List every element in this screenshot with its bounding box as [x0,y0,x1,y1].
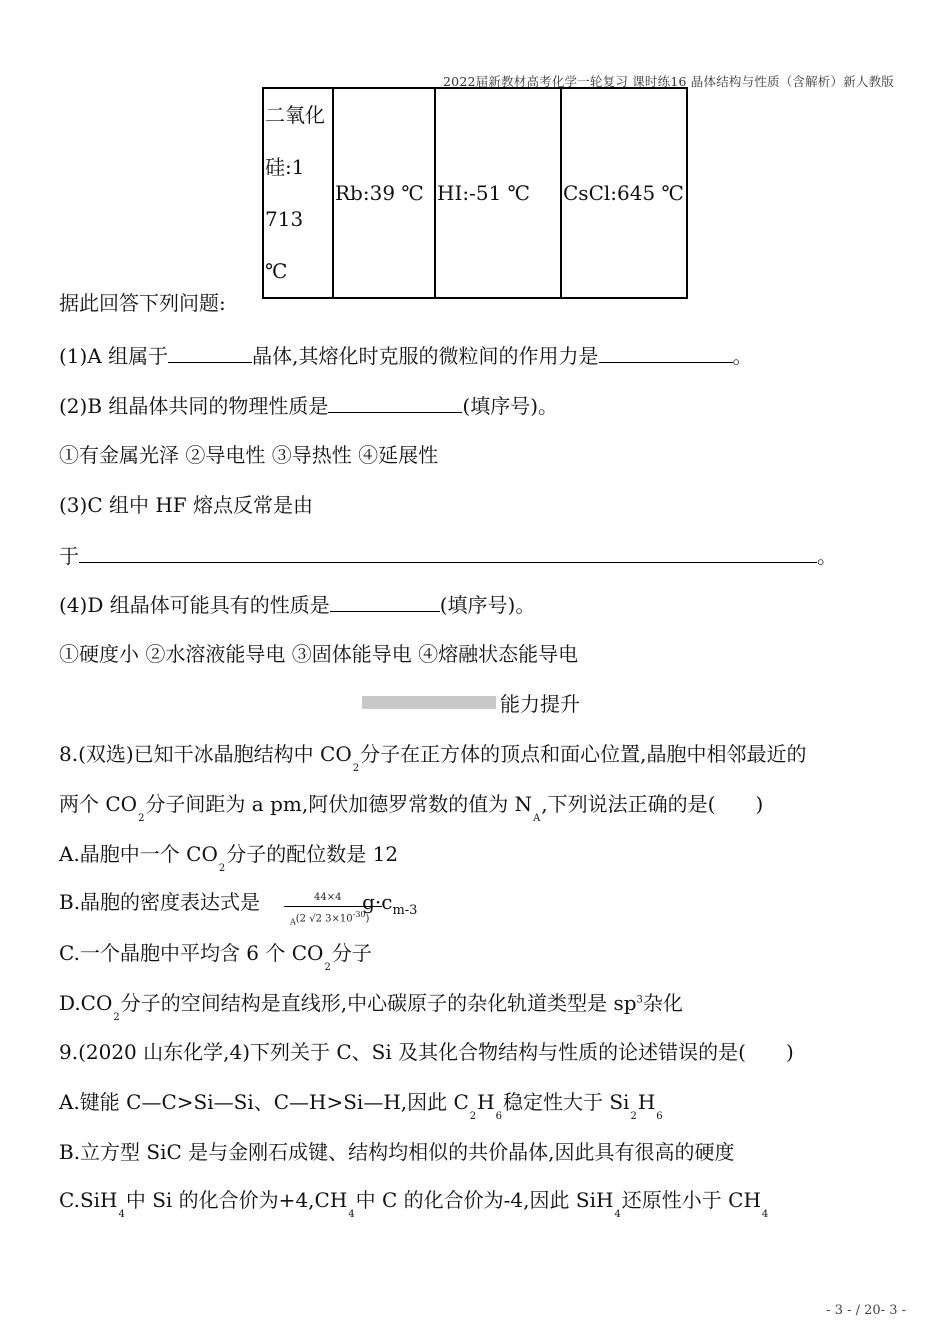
answer-blank[interactable] [330,589,440,612]
answer-blank[interactable] [168,340,252,363]
document-header: 2022届新教材高考化学一轮复习 课时练16 晶体结构与性质（含解析）新人教版 [443,74,894,89]
question-8-cont: 两个 $CO_2$分子间距为 a pm,阿伏加德罗常数的值为 $N_A$,下列说法正确的是( ) [59,792,764,824]
question-2: (2)B 组晶体共同的物理性质是 (填序号)。 [59,390,558,419]
question-3: (3)C 组中 HF 熔点反常是由 [59,493,314,517]
question-3-cont: 于 。 [59,540,837,569]
question-9: 9.(2020 山东化学,4)下列关于 C、Si 及其化合物结构与性质的论述错误的是( ) [59,1040,794,1064]
table-cell-silica: 二氧化 硅:1 713 ℃ [263,88,333,298]
option-8d: $D.CO_2$分子的空间结构是直线形,中心碳原子的杂化轨道类型是 $sp^3$杂化 [59,991,683,1023]
option-9c: C.SiH$_4$中 Si 的化合价为$+4,CH_4$中 C 的化合价为-4,因此 SiH$_4$还原性小于 $CH_4$ [59,1188,769,1220]
question-8: 8.(双选)已知干冰晶胞结构中 $CO_2$分子在正方体的顶点和面心位置,晶胞中相邻最近的 [59,742,807,774]
question-4-options: ①硬度小 ②水溶液能导电 ③固体能导电 ④熔融状态能导电 [59,642,579,666]
table-cell-rb: Rb:39 ℃ [333,88,435,298]
answer-blank[interactable] [328,390,462,413]
density-numerator: 44×4 [314,892,342,903]
option-8a: A.晶胞中一个 $CO_2$分子的配位数是 12 [59,842,399,874]
option-9b: B.立方型 SiC 是与金刚石成键、结构均相似的共价晶体,因此具有很高的硬度 [59,1140,735,1164]
melting-point-table [262,87,688,299]
question-4: (4)D 组晶体可能具有的性质是 (填序号)。 [59,589,535,618]
density-denominator: $_A$(2 √2 $3\times 10^{-30}$) [290,910,370,927]
section-title: 能力提升 [500,692,580,716]
fraction-line [284,906,382,907]
question-1: (1)A 组属于 晶体,其熔化时克服的微粒间的作用力是 。 [59,340,753,369]
question-2-options: ①有金属光泽 ②导电性 ③导热性 ④延展性 [59,443,439,467]
answer-blank[interactable] [599,340,733,363]
page-number: - 3 - / 20- 3 - [826,1303,906,1318]
intro-text: 据此回答下列问题: [59,291,226,315]
table-cell-cscl: CsCl:645 ℃ [561,88,687,298]
section-bar [362,696,496,709]
option-8b: B.晶胞的密度表达式是 $g\cdot c_{m-3}$ [59,890,418,918]
option-9a: A.键能 C—C>Si—Si、C—H>Si—H,因此 $C_2H_6$稳定性大于 $Si_2H_6$ [59,1090,663,1122]
answer-blank[interactable] [79,540,817,563]
table-cell-hi: HI:-51 ℃ [435,88,561,298]
option-8c: C.一个晶胞中平均含 6 个 $CO_2$分子 [59,941,372,973]
